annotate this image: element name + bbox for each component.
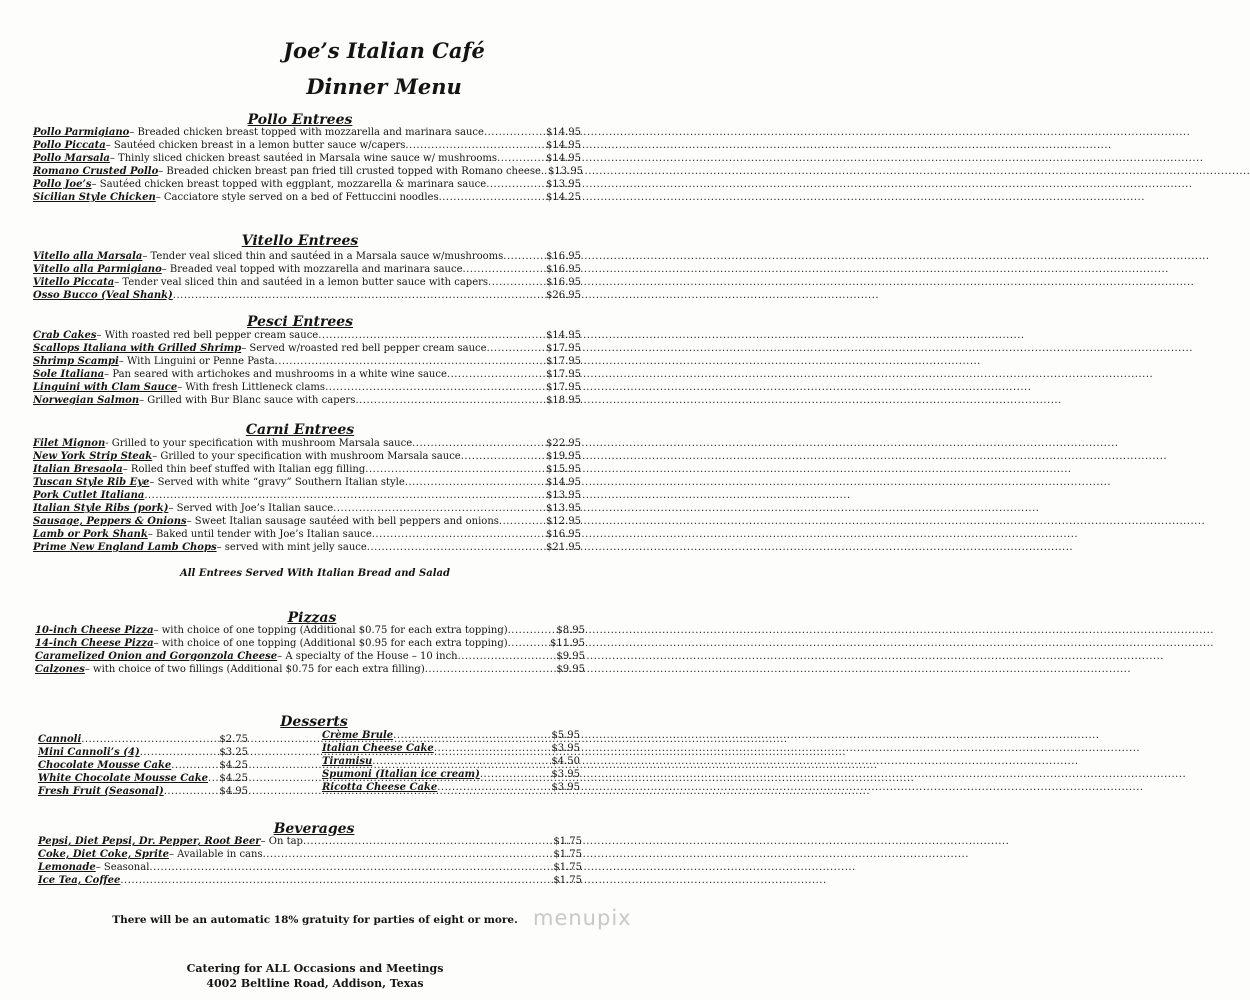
menu-item-row (33, 250, 581, 263)
menu-item-price: $14.95 (546, 140, 581, 151)
leader-dots (372, 755, 551, 768)
menu-item-row (322, 742, 580, 755)
menu-item-price: $17.95 (546, 356, 581, 367)
menu-item-row (33, 342, 581, 355)
menu-item-name: Spumoni (Italian ice cream) (322, 769, 480, 780)
menu-item-row (33, 263, 581, 276)
menu-item-description: – On tap (260, 836, 303, 847)
menu-item-price: $17.95 (546, 369, 581, 380)
leader-dots (81, 733, 219, 746)
menu-item-name: Pollo Marsala (33, 153, 110, 164)
catering-line: Catering for ALL Occasions and Meetings (186, 962, 444, 975)
menu-item-price: $3.95 (551, 782, 580, 793)
menu-item-description: – Served with white “gravy” Southern Italian style (149, 477, 405, 488)
section-title-pollo: Pollo Entrees (247, 112, 353, 128)
leader-dots (434, 742, 552, 755)
menu-item-name: Fresh Fruit (Seasonal) (38, 786, 164, 797)
pizzas-list (35, 624, 585, 676)
menu-item-row (33, 528, 581, 541)
menu-item-name: Cannoli (38, 734, 82, 745)
menu-item-price: $1.75 (553, 862, 582, 873)
menu-item-price: $8.95 (556, 625, 585, 636)
beverages-list (38, 835, 582, 887)
menu-item-row (33, 489, 581, 502)
menu-item-row (35, 637, 585, 650)
menu-item-description: – Seasonal (95, 862, 150, 873)
leader-dots (458, 650, 557, 663)
section-title-carni: Carni Entrees (245, 422, 355, 438)
menu-item-row (33, 381, 581, 394)
menu-item-row (38, 759, 248, 772)
menu-item-row (33, 289, 581, 302)
menu-item-row (38, 733, 248, 746)
leader-dots (461, 450, 546, 463)
leader-dots (508, 624, 557, 637)
menu-item-row (33, 152, 581, 165)
menu-item-price: $2.75 (219, 734, 248, 745)
leader-dots (325, 381, 546, 394)
menu-item-description: – with choice of one topping (Additional $0.95 for each extra topping) (153, 638, 508, 649)
leader-dots (497, 152, 546, 165)
menu-item-name: Vitello alla Parmigiano (33, 264, 162, 275)
menu-item-row (33, 437, 581, 450)
menu-item-row (33, 541, 581, 554)
menu-item-price: $13.95 (548, 166, 584, 177)
menu-item-name: Lamb or Pork Shank (33, 529, 148, 540)
menu-item-row (38, 861, 582, 874)
menu-item-price: $14.95 (546, 330, 581, 341)
menu-item-row (322, 781, 580, 794)
leader-dots (355, 394, 546, 407)
menu-item-description: – Pan seared with artichokes and mushrooms in a white wine sauce (104, 369, 447, 380)
menu-item-description: – Breaded chicken breast pan fried till crusted topped with Romano cheese. (158, 166, 545, 177)
menu-item-price: $14.95 (546, 477, 581, 488)
pesci-list (33, 329, 581, 407)
menu-item-row (38, 848, 582, 861)
menupix-watermark: menupix (533, 906, 632, 930)
menu-item-price: $1.75 (553, 849, 582, 860)
menu-item-name: Tiramisu (322, 756, 373, 767)
leader-dots (275, 355, 546, 368)
leader-dots (484, 126, 546, 139)
menu-item-name: Pepsi, Diet Pepsi, Dr. Pepper, Root Beer (38, 836, 261, 847)
leader-dots (318, 329, 546, 342)
menu-item-price: $3.95 (551, 743, 580, 754)
menu-item-name: Pork Cutlet Italiana (33, 490, 145, 501)
menu-item-name: Sausage, Peppers & Onions (33, 516, 187, 527)
menu-item-price: $17.95 (546, 382, 581, 393)
menu-item-row (35, 624, 585, 637)
menu-item-description: – Rolled thin beef stuffed with Italian egg filling (122, 464, 366, 475)
menu-item-name: Mini Cannoli’s (4) (38, 747, 140, 758)
menu-item-name: Scallops Italiana with Grilled Shrimp (33, 343, 242, 354)
leader-dots (149, 861, 553, 874)
menu-item-price: $14.25 (546, 192, 581, 203)
menu-item-name: Ice Tea, Coffee (38, 875, 121, 886)
leader-dots (412, 437, 546, 450)
menu-item-row (38, 746, 248, 759)
entrees-note: All Entrees Served With Italian Bread and Salad (179, 568, 450, 579)
menu-item-row (33, 165, 584, 178)
menu-item-price: $13.95 (546, 503, 581, 514)
menu-item-name: Italian Bresaola (33, 464, 123, 475)
menu-item-description: – With Linguini or Penne Pasta (118, 356, 275, 367)
menu-item-name: Italian Cheese Cake (322, 743, 434, 754)
leader-dots (439, 191, 546, 204)
menu-item-description: – with choice of one topping (Additional $0.75 for each extra topping) (153, 625, 508, 636)
section-title-vitello: Vitello Entrees (241, 233, 359, 249)
menu-item-price: $3.25 (219, 747, 248, 758)
menu-item-name: Sicilian Style Chicken (33, 192, 156, 203)
leader-dots (508, 637, 550, 650)
menu-item-row (322, 768, 580, 781)
menu-item-price: $17.95 (546, 343, 581, 354)
menu-item-row (38, 835, 582, 848)
leader-dots (488, 276, 546, 289)
leader-dots (144, 489, 546, 502)
menu-item-name: Crème Brule (322, 730, 394, 741)
menu-item-price: $4.25 (219, 773, 248, 784)
section-title-pesci: Pesci Entrees (246, 314, 354, 330)
menu-item-description: – Sweet Italian sausage sautéed with bell peppers and onions (186, 516, 499, 527)
pollo-list (33, 126, 584, 204)
menu-item-price: $14.95 (546, 153, 581, 164)
menu-item-name: 14-inch Cheese Pizza (35, 638, 154, 649)
menu-item-price: $4.50 (551, 756, 580, 767)
desserts-right-list (322, 729, 580, 794)
leader-dots (393, 729, 551, 742)
menu-item-name: Ricotta Cheese Cake (322, 782, 438, 793)
menu-item-row (33, 368, 581, 381)
menu-item-price: $16.95 (546, 277, 581, 288)
menu-item-name: Filet Mignon (33, 438, 106, 449)
menu-item-description: – Thinly sliced chicken breast sautéed in Marsala wine sauce w/ mushrooms (109, 153, 498, 164)
leader-dots (499, 515, 546, 528)
menu-item-name: Italian Style Ribs (pork) (33, 503, 169, 514)
menu-item-row (33, 463, 581, 476)
menu-item-price: $16.95 (546, 264, 581, 275)
menu-item-row (35, 650, 585, 663)
menu-item-description: – Served w/roasted red bell pepper cream sauce (241, 343, 487, 354)
menu-item-description: – Available in cans (168, 849, 263, 860)
menu-item-description: – Grilled with Bur Blanc sauce with capers (139, 395, 356, 406)
menu-item-price: $15.95 (546, 464, 581, 475)
menu-item-price: $11.95 (550, 638, 585, 649)
menu-item-row (322, 729, 580, 742)
menu-item-price: $22.95 (546, 438, 581, 449)
leader-dots (365, 463, 546, 476)
leader-dots (447, 368, 546, 381)
menu-item-row (33, 139, 581, 152)
leader-dots (486, 178, 546, 191)
menu-item-price: $19.95 (546, 451, 581, 462)
section-title-beverages: Beverages (273, 821, 355, 837)
leader-dots (140, 746, 220, 759)
menu-item-name: White Chocolate Mousse Cake (38, 773, 209, 784)
gratuity-note: There will be an automatic 18% gratuity for parties of eight or more. (112, 914, 518, 926)
menu-item-price: $12.95 (546, 516, 581, 527)
leader-dots (487, 342, 546, 355)
menu-item-row (33, 502, 581, 515)
leader-dots (208, 772, 219, 785)
menu-item-price: $16.95 (546, 529, 581, 540)
menu-item-name: Tuscan Style Rib Eye (33, 477, 150, 488)
menu-item-row (33, 515, 581, 528)
menu-item-name: Shrimp Scampi (33, 356, 119, 367)
menu-item-row (322, 755, 580, 768)
leader-dots (263, 848, 554, 861)
leader-dots (437, 781, 551, 794)
menu-item-name: Prime New England Lamb Chops (33, 542, 217, 553)
menu-item-description: – With roasted red bell pepper cream sauce (96, 330, 319, 341)
menu-item-price: $18.95 (546, 395, 581, 406)
menu-item-price: $3.95 (551, 769, 580, 780)
menu-item-description: – Grilled to your specification with mushroom Marsala sauce (152, 451, 461, 462)
menu-item-name: Pollo Piccata (33, 140, 106, 151)
menu-item-price: $1.75 (553, 836, 582, 847)
menu-item-name: Calzones (35, 664, 85, 675)
menu-item-row (38, 785, 248, 798)
restaurant-name: Joe’s Italian Café (283, 38, 485, 63)
menu-item-name: Chocolate Mousse Cake (38, 760, 172, 771)
menu-item-price: $16.95 (546, 251, 581, 262)
leader-dots (303, 835, 553, 848)
leader-dots (372, 528, 546, 541)
leader-dots (463, 263, 547, 276)
menu-item-row (33, 476, 581, 489)
menu-item-price: $5.95 (551, 730, 580, 741)
menu-item-row (33, 450, 581, 463)
menu-item-description: – Breaded chicken breast topped with mozzarella and marinara sauce (129, 127, 484, 138)
menu-item-price: $13.95 (546, 179, 581, 190)
menu-item-price: $21.95 (546, 542, 581, 553)
menu-item-price: $4.95 (219, 786, 248, 797)
menu-item-description: – Breaded veal topped with mozzarella and marinara sauce (161, 264, 463, 275)
menu-item-price: $9.95 (556, 651, 585, 662)
menu-item-name: Crab Cakes (33, 330, 97, 341)
menu-item-row (35, 663, 585, 676)
menu-item-description: – Tender veal sliced thin and sautéed in a lemon butter sauce with capers (114, 277, 489, 288)
leader-dots (171, 759, 219, 772)
leader-dots (120, 874, 553, 887)
menu-item-row (33, 191, 581, 204)
leader-dots (405, 139, 546, 152)
menu-item-name: Norwegian Salmon (33, 395, 140, 406)
menu-item-row (33, 355, 581, 368)
menu-item-price: $1.75 (553, 875, 582, 886)
desserts-left-list (38, 733, 248, 798)
menu-item-description: – Cacciatore style served on a bed of Fettuccini noodles (155, 192, 439, 203)
menu-item-row (38, 772, 248, 785)
menu-item-row (33, 394, 581, 407)
menu-item-name: Linguini with Clam Sauce (33, 382, 178, 393)
leader-dots (425, 663, 557, 676)
menu-item-name: Vitello alla Marsala (33, 251, 143, 262)
leader-dots (405, 476, 546, 489)
menu-item-description: – Baked until tender with Joe’s Italian sauce (147, 529, 372, 540)
menu-item-description: – A specialty of the House – 10 inch (277, 651, 458, 662)
section-title-pizzas: Pizzas (287, 610, 337, 626)
leader-dots (173, 289, 546, 302)
menu-item-name: Vitello Piccata (33, 277, 115, 288)
menu-item-name: Pollo Joe’s (33, 179, 92, 190)
menu-item-name: Coke, Diet Coke, Sprite (38, 849, 169, 860)
leader-dots (503, 250, 546, 263)
menu-item-description: – Sautéed chicken breast in a lemon butter sauce w/capers (105, 140, 406, 151)
menu-title: Dinner Menu (306, 74, 462, 99)
leader-dots (164, 785, 220, 798)
leader-dots (480, 768, 551, 781)
menu-item-name: 10-inch Cheese Pizza (35, 625, 154, 636)
carni-list (33, 437, 581, 554)
menu-item-row (33, 126, 581, 139)
menu-item-name: Sole Italiana (33, 369, 105, 380)
leader-dots (367, 541, 546, 554)
menu-item-row (38, 874, 582, 887)
menu-item-name: Pollo Parmigiano (33, 127, 130, 138)
menu-item-price: $4.25 (219, 760, 248, 771)
menu-item-row (33, 276, 581, 289)
menu-item-row (33, 178, 581, 191)
menu-item-name: Lemonade (38, 862, 96, 873)
menu-item-price: $13.95 (546, 490, 581, 501)
menu-item-price: $9.95 (556, 664, 585, 675)
leader-dots (333, 502, 546, 515)
menu-item-name: Romano Crusted Pollo (33, 166, 159, 177)
menu-item-row (33, 329, 581, 342)
menu-item-price: $26.95 (546, 290, 581, 301)
menu-item-name: Caramelized Onion and Gorgonzola Cheese (35, 651, 278, 662)
menu-item-description: – with choice of two fillings (Additional $0.75 for each extra filling) (84, 664, 425, 675)
menu-item-description: – Tender veal sliced thin and sautéed in a Marsala sauce w/mushrooms (142, 251, 504, 262)
menu-item-description: – Sautéed chicken breast topped with eggplant, mozzarella & marinara sauce (91, 179, 487, 190)
vitello-list (33, 250, 581, 302)
menu-item-name: Osso Bucco (Veal Shank) (33, 290, 173, 301)
menu-item-description: - Grilled to your specification with mushroom Marsala sauce (105, 438, 413, 449)
menu-item-name: New York Strip Steak (33, 451, 153, 462)
menu-item-price: $14.95 (546, 127, 581, 138)
menu-item-description: – With fresh Littleneck clams (177, 382, 326, 393)
menu-item-description: – served with mint jelly sauce (216, 542, 367, 553)
section-title-desserts: Desserts (280, 714, 348, 730)
menu-item-description: – Served with Joe’s Italian sauce (168, 503, 334, 514)
address-line: 4002 Beltline Road, Addison, Texas (206, 977, 424, 990)
